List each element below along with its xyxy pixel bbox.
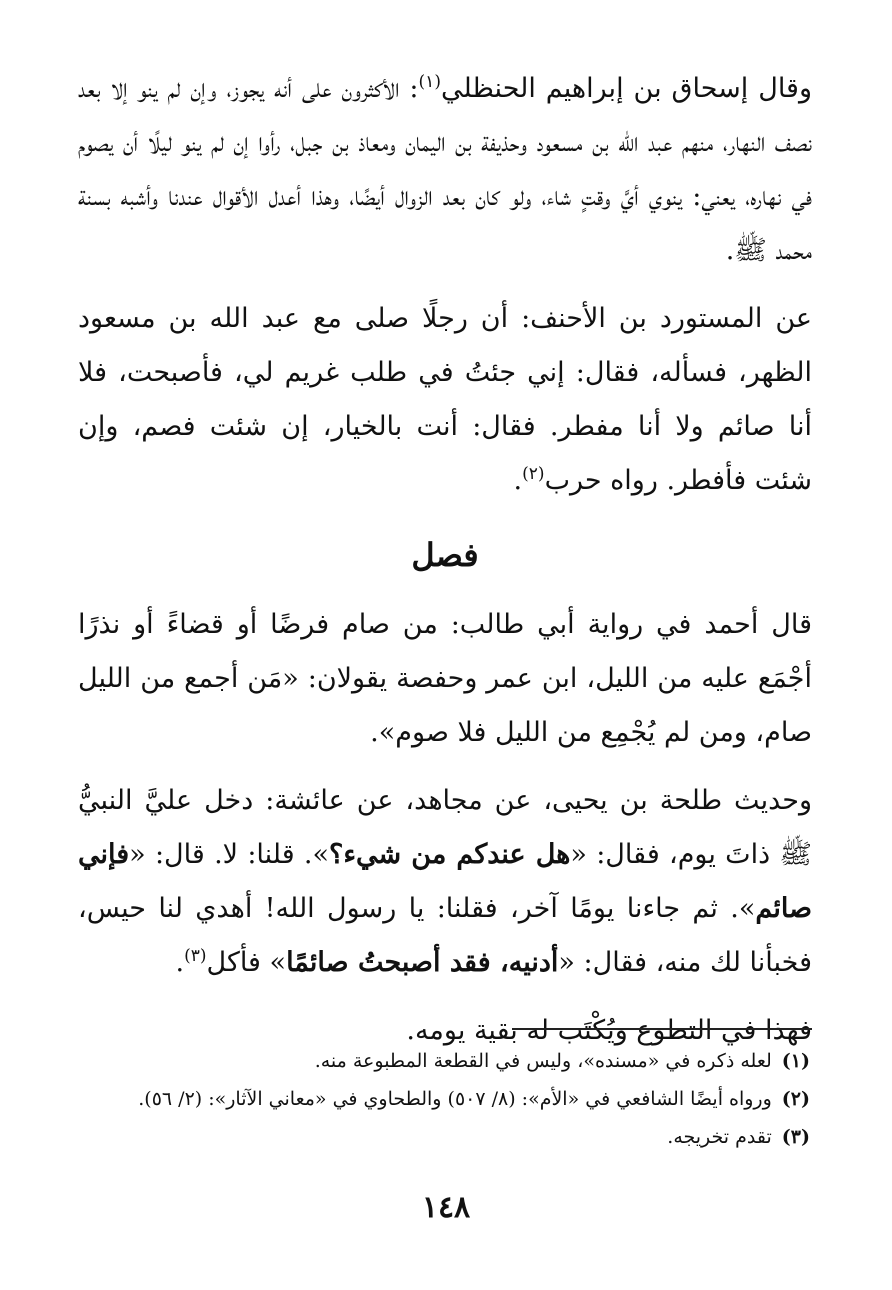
footnote-2: [80, 1080, 810, 1118]
footnote-1: [80, 1042, 810, 1080]
paragraph-4: [78, 774, 812, 990]
paragraph-3: قال أحمد في رواية أبي طالب: من صام فرضًا أو قضاءً أو نذرًا أجْمَع عليه من الليل، ابن عمر وحفصة يقولان: «مَن أجمع من الليل صام، ومن لم يُجْمِع من الليل فلا صوم».: [78, 609, 812, 748]
footnote-number: (٢): [781, 1088, 810, 1110]
hadith-quote-3: أدنيه، فقد أصبحتُ صائمًا: [286, 947, 559, 978]
main-text: [78, 62, 812, 1072]
paragraph-2-lead: عن المستورد بن الأحنف: أن رجلًا صلى مع عبد الله بن مسعود الظهر، فسأله، فقال: إني جئتُ في طلب غريم لي، فأصبحت، فلا أنا صائم ولا أنا مفطر. فقال: أنت بالخيار، إن شئت فصم، وإن شئت فأفطر. رواه حرب: [78, 303, 812, 496]
footnote-text: تقدم تخريجه.: [667, 1126, 772, 1148]
paragraph-1-tail: : الأكثرون على أنه يجوز، وإن لم ينو إلا بعد نصف النهار، منهم عبد الله بن مسعود وحذيفة بن اليمان ومعاذ بن جبل، رأوا إن لم ينو ليلًا أن يصوم في نهاره، يعني: ينوي أيَّ وقتٍ شاء، ولو كان بعد الزوال أيضًا، وهذا أعدل الأقوال عندنا وأشبه بسنة محمد ﷺ.: [78, 73, 812, 266]
paragraph-1: [78, 62, 812, 278]
paragraph-4-part4: » فأكل: [206, 947, 287, 978]
footnote-divider: [512, 1028, 812, 1030]
hadith-quote-2: فإني صائم: [78, 839, 812, 924]
paragraph-2-tail: .: [513, 465, 523, 496]
paragraph-4-part1: وحديث طلحة بن يحيى، عن مجاهد، عن عائشة: دخل عليَّ النبيُّ ﷺ ذاتَ يوم، فقال: «: [78, 785, 812, 870]
footnote-ref-1[interactable]: (١): [418, 72, 441, 92]
footnote-3: [80, 1118, 810, 1156]
section-title: فصل: [411, 536, 479, 574]
paragraph-4-part2: ». قلنا: لا. قال: «: [129, 839, 330, 870]
paragraph-1-lead: وقال إسحاق بن إبراهيم الحنظلي: [440, 73, 813, 104]
footnote-number: (٣): [781, 1126, 810, 1148]
footnote-number: (١): [781, 1050, 810, 1072]
footnote-text: ورواه أيضًا الشافعي في «الأم»: (٨/ ٥٠٧) والطحاوي في «معاني الآثار»: (٢/ ٥٦).: [138, 1088, 772, 1110]
hadith-quote-1: هل عندكم من شيء؟: [329, 839, 571, 870]
page-number: ١٤٨: [421, 1190, 471, 1225]
footnote-ref-2[interactable]: (٢): [522, 464, 545, 484]
paragraph-2: [78, 292, 812, 508]
paragraph-5: فهذا في التطوع ويُكْتَب له بقية يومه.: [406, 1015, 812, 1046]
paragraph-4-part3: ». ثم جاءنا يومًا آخر، فقلنا: يا رسول الله! أهدي لنا حيس، فخبأنا لك منه، فقال: «: [78, 893, 812, 978]
footnote-text: لعله ذكره في «مسنده»، وليس في القطعة المطبوعة منه.: [314, 1050, 772, 1072]
footnote-ref-3[interactable]: (٣): [184, 946, 207, 966]
footnotes: [80, 1042, 810, 1156]
paragraph-4-tail: .: [175, 947, 185, 978]
